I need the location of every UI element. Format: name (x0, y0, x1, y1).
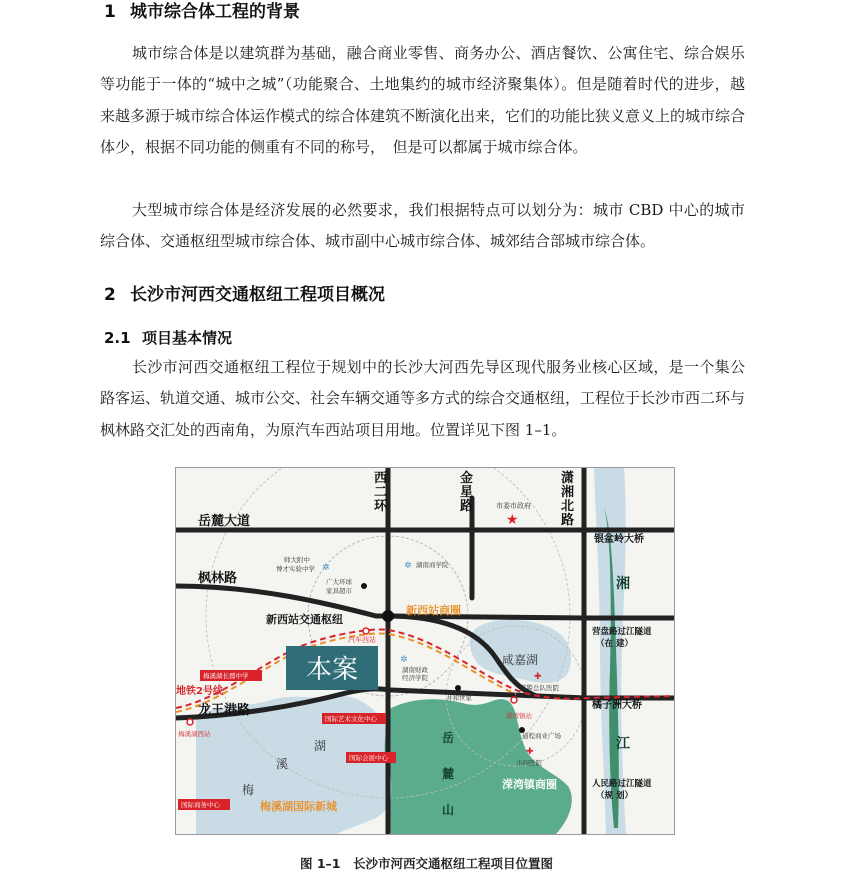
figure-caption: 图 1–1 长沙市河西交通枢纽工程项目位置图 (300, 856, 553, 871)
hub-label: 新西站交通枢纽 (266, 613, 343, 626)
finance-school-label-1: 湖南财政 (402, 666, 428, 674)
jinxing-label-3: 路 (460, 499, 474, 514)
hospital2-icon: ✚ (526, 747, 534, 757)
jinhe-label: 井和世家 (446, 694, 472, 702)
meixi-lake-label-1: 梅 (242, 783, 255, 797)
meixi-lake-label-3: 湖 (314, 739, 327, 753)
xiaoxiang-label-2: 湘 (561, 485, 575, 500)
center-art-label: 国际艺术文化中心 (325, 715, 377, 723)
xiangwan-station-marker (511, 697, 517, 703)
mall-marker (361, 583, 367, 589)
xiaoxiang-label-1: 潇 (561, 471, 575, 486)
center-conf-label: 国际会展中心 (349, 754, 388, 762)
lake-label: 咸嘉湖 (502, 653, 539, 667)
paragraph: 城市综合体是以建筑群为基础，融合商业零售、商务办公、酒店餐饮、公寓住宅、综合娱乐等功能于一体的“城中之城”（功能聚合、土地集约的城市经济聚集体）。但是随着时代的进步，越来越多源于城市综合体运作模式的综合体建筑不断演化出来，它们的功能比狭义意义上的城市综合体少，根据不同功能的侧重有不同的称号， 但是可以都属于城市综合体。 (100, 44, 746, 157)
renmin-tunnel-status: （规 划） (596, 791, 633, 801)
bus-station-marker (363, 628, 369, 634)
xiaoxiang-label-4: 路 (561, 513, 575, 528)
section-title: 城市综合体工程的背景 (130, 2, 300, 22)
school1-label-1: 师大附中 (284, 556, 310, 564)
meixi-circle-label: 梅溪湖国际新城 (260, 800, 337, 813)
yingpan-tunnel-status: （在 建） (596, 639, 633, 649)
hub-marker (382, 610, 394, 622)
commerce-label: 通程商业广场 (522, 732, 561, 740)
center-biz-label: 国际商务中心 (181, 801, 220, 809)
hospital2-label: 市四医院 (516, 759, 542, 767)
school1-label-2: 博才实验中学 (276, 565, 315, 573)
metro-line-label: 地铁2号线 (176, 686, 223, 697)
yuelu-mountain-label-1: 岳 (442, 731, 455, 745)
business-circle-label: 新西站商圈 (406, 604, 461, 617)
juzizhou-bridge-label: 橘子洲大桥 (592, 700, 642, 711)
yingpan-tunnel-label: 营盘路过江隧道 (592, 627, 652, 637)
yinpenling-bridge-label: 银盆岭大桥 (594, 534, 644, 545)
xiangwan-circle-label: 溁湾镇商圈 (502, 778, 557, 791)
xiangwan-station-label: 溁湾镇站 (506, 712, 532, 720)
river-label-2: 江 (616, 736, 630, 752)
subsection-heading (104, 327, 232, 348)
city-gov-star-icon: ★ (506, 512, 519, 528)
jinhe-marker (455, 685, 461, 691)
school2-icon: ✲ (404, 561, 412, 571)
finance-school-icon: ✲ (400, 655, 408, 665)
xierhuan-label-3: 环 (374, 499, 388, 514)
xierhuan-label-2: 二 (374, 485, 388, 500)
paragraph: 长沙市河西交通枢纽工程位于规划中的长沙大河西先导区现代服务业核心区域，是一个集公路客运、轨道交通、城市公交、社会车辆交通等多方式的综合交通枢纽，工程位于长沙市西二环与枫林路交汇处的西南角，为原汽车西站项目用地。位置详见下图 1–1。 (100, 358, 746, 439)
fenglin-road-label: 枫林路 (198, 571, 238, 586)
map-svg (176, 468, 674, 834)
yuelu-road-label: 岳麓大道 (198, 514, 251, 529)
school2-label: 湖南商学院 (416, 561, 449, 569)
section-1-heading (104, 0, 300, 22)
meixi-lake-label-2: 溪 (276, 757, 289, 771)
river-label-1: 湘 (616, 576, 630, 592)
yuelu-mountain-label-3: 山 (442, 803, 455, 817)
subsection-number: 2.1 (104, 329, 131, 347)
jinxing-label-2: 星 (460, 485, 474, 500)
school1-icon: ✲ (322, 563, 330, 573)
center-meixi-label: 梅溪湖长郡中学 (203, 672, 249, 680)
mall-label-1: 广大环球 (326, 578, 352, 586)
paragraph: 大型城市综合体是经济发展的必然要求，我们根据特点可以划分为：城市 CBD 中心的城市综合体、交通枢纽型城市综合体、城市副中心城市综合体、城郊结合部城市综合体。 (100, 201, 745, 251)
city-gov-label: 市委市政府 (496, 502, 531, 510)
hospital1-icon: ✚ (534, 672, 542, 682)
xiaoxiang-label-3: 北 (561, 499, 575, 514)
xierhuan-label-1: 西 (374, 471, 388, 486)
section-title: 长沙市河西交通枢纽工程项目概况 (130, 285, 385, 305)
jinxing-label-1: 金 (460, 471, 474, 486)
section-2-heading (104, 280, 385, 305)
project-label: 本案 (305, 655, 359, 685)
yuelu-mountain-area (385, 699, 572, 834)
subsection-title: 项目基本情况 (142, 329, 233, 347)
mall-label-2: 家具超市 (326, 587, 352, 595)
renmin-tunnel-label: 人民路过江隧道 (592, 779, 652, 789)
meixi-station-marker (187, 719, 193, 725)
bus-station-label: 汽车西站 (348, 636, 376, 644)
longwanggang-road-label: 龙王港路 (198, 703, 251, 718)
meixi-station-label: 梅溪湖西站 (178, 730, 211, 738)
yuelu-mountain-label-2: 麓 (442, 767, 455, 781)
location-map (175, 467, 675, 835)
section-number: 2 (104, 285, 116, 305)
finance-school-label-2: 经济学院 (402, 674, 428, 682)
section-number: 1 (104, 2, 116, 22)
hospital1-label: 武警总队医院 (520, 684, 559, 692)
